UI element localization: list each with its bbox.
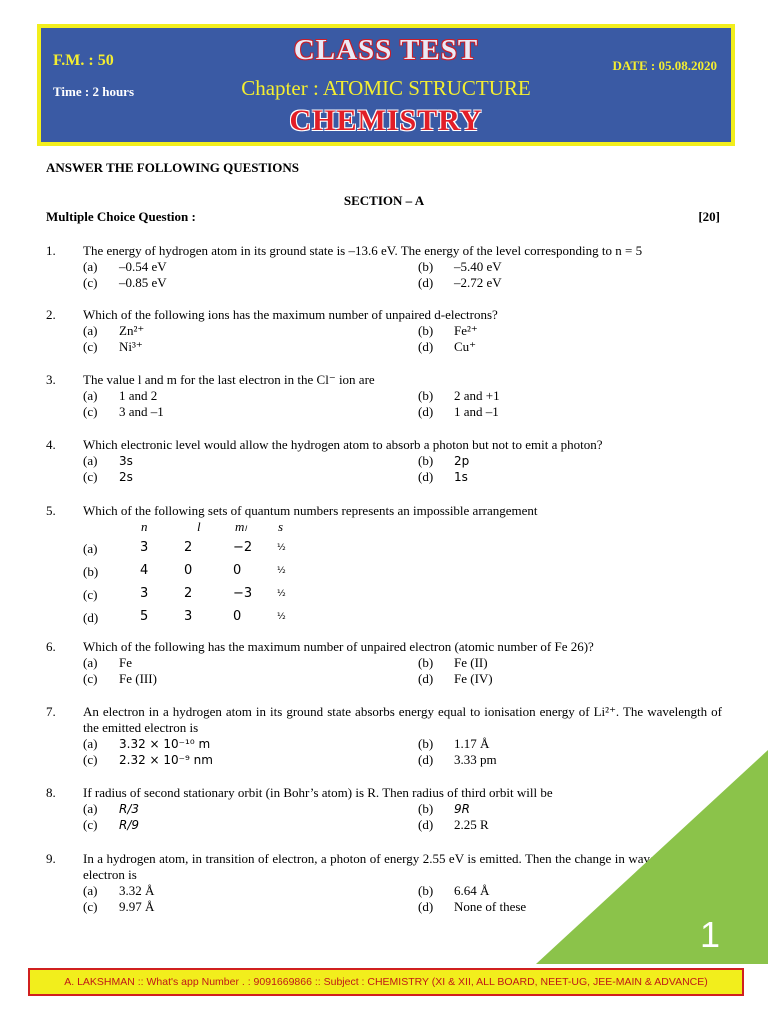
header-banner: [37, 24, 735, 146]
question-1: [46, 243, 722, 291]
instructions: ANSWER THE FOLLOWING QUESTIONS: [46, 160, 299, 175]
option-c: (c) 3 and –1: [83, 404, 164, 419]
row-d-label: (d): [83, 610, 99, 625]
question-text: If radius of second stationary orbit (in Bohr’s atom) is R. Then radius of third orbit will be: [83, 785, 553, 800]
row-c-l: 2: [184, 586, 193, 601]
header-n: n: [141, 519, 148, 534]
row-b-l: 0: [184, 563, 193, 578]
question-text: The value l and m for the last electron in the Cl⁻ ion are: [83, 372, 375, 387]
option-c: (c) 9.97 Å: [83, 899, 155, 914]
option-a: (a) –0.54 eV: [83, 259, 167, 274]
question-text: Which of the following ions has the maximum number of unpaired d-electrons?: [83, 307, 498, 322]
option-c: (c) 2.32 × 10⁻⁹ nm: [83, 752, 213, 767]
question-number: 7.: [46, 704, 56, 719]
row-a-ml: −2: [233, 540, 253, 555]
full-marks: F.M. : 50: [53, 52, 114, 69]
option-a: (a) 3s: [83, 453, 133, 468]
question-number: 9.: [46, 851, 56, 866]
row-a-s: ½: [277, 543, 286, 553]
row-c-label: (c): [83, 587, 98, 602]
option-b: (b) Fe (II): [418, 655, 488, 670]
question-text: The energy of hydrogen atom in its ground state is –13.6 eV. The energy of the level corresponding to n = 5: [83, 243, 643, 258]
test-date: DATE : 05.08.2020: [612, 58, 717, 73]
row-c-ml: −3: [233, 586, 253, 601]
option-d: (d) –2.72 eV: [418, 275, 502, 290]
option-b: (b) Fe²⁺: [418, 323, 478, 338]
option-d: (d) Fe (IV): [418, 671, 493, 686]
section-heading: SECTION – A: [343, 193, 425, 208]
question-number: 4.: [46, 437, 56, 452]
option-b: (b) 9R: [418, 801, 470, 816]
quantum-number-table: [83, 519, 722, 625]
option-d: (d) Cu⁺: [418, 339, 477, 354]
option-b: (b) –5.40 eV: [418, 259, 502, 274]
option-a: (a) 1 and 2: [83, 388, 158, 403]
corner-decoration: [536, 750, 768, 964]
option-d: (d) 2.25 R: [418, 817, 489, 832]
footer-contact: A. LAKSHMAN :: What's app Number . : 9091669866 :: Subject : CHEMISTRY (XI & XII, ALL BOARD, NEET-UG, JEE-MAIN & ADVANCE): [28, 968, 744, 996]
row-a-label: (a): [83, 541, 98, 556]
options: [83, 323, 722, 355]
chapter-title: Chapter : ATOMIC STRUCTURE: [241, 76, 531, 100]
option-b: (b) 2p: [418, 453, 470, 468]
option-b: (b) 1.17 Å: [418, 736, 490, 751]
question-number: 1.: [46, 243, 56, 258]
row-a-l: 2: [184, 540, 193, 555]
options: [83, 259, 722, 291]
test-title: CLASS TEST: [293, 34, 479, 66]
question-5: [46, 503, 722, 625]
row-b-n: 4: [140, 563, 149, 578]
option-a: (a) 3.32 × 10⁻¹⁰ m: [83, 736, 211, 751]
option-d: (d) 3.33 pm: [418, 752, 497, 767]
option-c: (c) –0.85 eV: [83, 275, 167, 290]
question-6: [46, 639, 722, 687]
options: [83, 655, 722, 687]
header-ml: mₗ: [235, 519, 247, 534]
section-marks: [20]: [698, 209, 720, 224]
header-s: s: [278, 519, 284, 534]
option-d: (d) None of these: [418, 899, 527, 914]
question-text: In a hydrogen atom, in transition of electron, a photon of energy 2.55 eV is emitted. Then the change in wavelength of the electron is: [83, 851, 722, 882]
option-a: (a) R/3: [83, 801, 140, 816]
option-a: (a) Fe: [83, 655, 132, 670]
option-c: (c) R/9: [83, 817, 140, 832]
option-d: (d) 1 and –1: [418, 404, 499, 419]
option-b: (b) 2 and +1: [418, 388, 500, 403]
question-number: 6.: [46, 639, 56, 654]
row-d-ml: 0: [233, 609, 242, 624]
row-b-s: ½: [277, 566, 286, 576]
question-text: Which of the following has the maximum number of unpaired electron (atomic number of Fe 26)?: [83, 639, 594, 654]
header-l: l: [197, 519, 201, 534]
question-text: Which of the following sets of quantum numbers represents an impossible arrangement: [83, 503, 538, 518]
row-a-n: 3: [140, 540, 149, 555]
question-3: [46, 372, 722, 420]
option-d: (d) 1s: [418, 469, 468, 484]
option-c: (c) Ni³⁺: [83, 339, 143, 354]
row-d-s: ½: [277, 612, 286, 622]
question-number: 5.: [46, 503, 56, 518]
question-2: [46, 307, 722, 355]
question-number: 3.: [46, 372, 56, 387]
row-b-label: (b): [83, 564, 99, 579]
option-b: (b) 6.64 Å: [418, 883, 490, 898]
row-b-ml: 0: [233, 563, 242, 578]
question-text: An electron in a hydrogen atom in its ground state absorbs energy equal to ionisation energy of Li²⁺. The wavelength of the emitted electron is: [83, 704, 722, 735]
question-4: [46, 437, 722, 485]
option-a: (a) Zn²⁺: [83, 323, 145, 338]
question-number: 2.: [46, 307, 56, 322]
row-c-s: ½: [277, 589, 286, 599]
mcq-label: Multiple Choice Question :: [46, 209, 196, 224]
row-d-l: 3: [184, 609, 193, 624]
question-text: Which electronic level would allow the hydrogen atom to absorb a photon but not to emit a photon?: [83, 437, 603, 452]
row-d-n: 5: [140, 609, 149, 624]
subject-title: CHEMISTRY: [289, 104, 483, 137]
option-c: (c) 2s: [83, 469, 133, 484]
option-a: (a) 3.32 Å: [83, 883, 155, 898]
options: [83, 388, 722, 420]
option-c: (c) Fe (III): [83, 671, 157, 686]
question-number: 8.: [46, 785, 56, 800]
row-c-n: 3: [140, 586, 149, 601]
time-limit: Time : 2 hours: [53, 84, 135, 99]
page-number: 1: [700, 914, 721, 955]
options: [83, 453, 722, 485]
